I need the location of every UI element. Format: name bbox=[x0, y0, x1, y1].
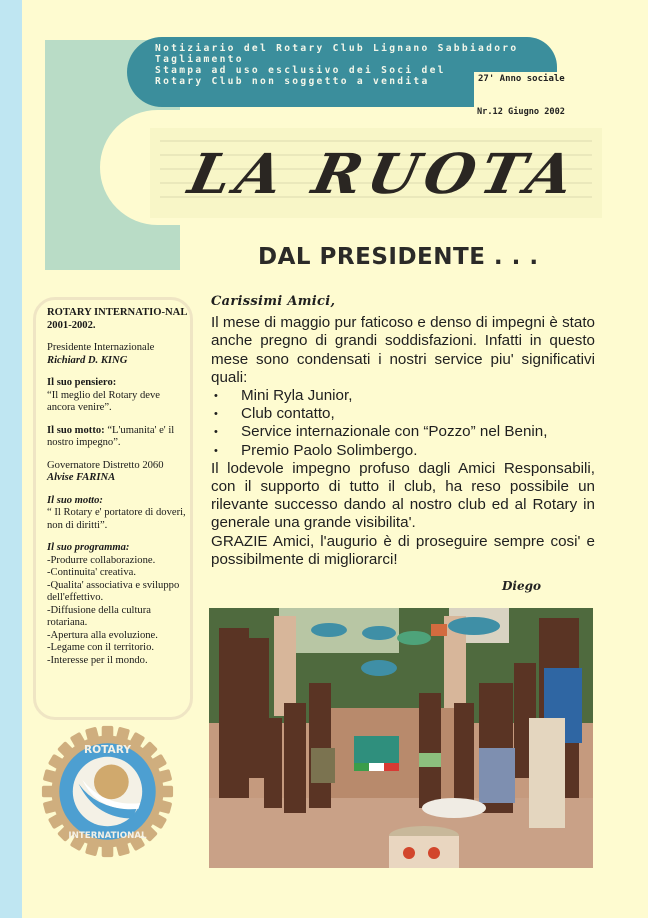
service-item: • Mini Ryla Junior, bbox=[211, 387, 595, 405]
gov-motto-label: Il suo motto: bbox=[47, 494, 103, 506]
thought-block bbox=[47, 377, 187, 415]
service-item: • Service internazionale con “Pozzo” nel Benin, bbox=[211, 423, 595, 441]
president-letter bbox=[211, 293, 595, 569]
masthead-text bbox=[155, 43, 518, 87]
program-item: -Qualita' associativa e sviluppo dell'effettivo. bbox=[47, 579, 180, 603]
program-item: -Apertura alla evoluzione. bbox=[47, 629, 158, 641]
program-item: -Continuita' creativa. bbox=[47, 567, 136, 578]
anno-sociale: 27' Anno sociale bbox=[478, 74, 565, 84]
sidebar-content bbox=[47, 307, 187, 667]
rotary-logo-icon bbox=[40, 724, 175, 859]
service-item: • Premio Paolo Solimbergo. bbox=[211, 442, 595, 460]
governor-block bbox=[47, 460, 187, 485]
president-name: Richiard D. KING bbox=[47, 354, 128, 366]
masthead-line: Tagliamento bbox=[155, 54, 244, 65]
president-block bbox=[47, 342, 187, 367]
masthead-line: Stampa ad uso esclusivo dei Soci del bbox=[155, 65, 446, 76]
program-item: -Interesse per il mondo. bbox=[47, 654, 148, 666]
service-item: • Club contatto, bbox=[211, 405, 595, 423]
program-item: -Diffusione della cultura rotariana. bbox=[47, 604, 151, 628]
section-title: DAL PRESIDENTE . . . bbox=[258, 244, 539, 270]
services-list bbox=[211, 387, 595, 460]
motto-block bbox=[47, 425, 187, 450]
program-label: Il suo programma: bbox=[47, 542, 130, 553]
thought-label: Il suo pensiero: bbox=[47, 377, 117, 388]
letter-body: Il lodevole impegno profuso dagli Amici Responsabili, con il supporto di tutto il club, ha reso possibile un rilevante successo dando al nostro club ed al Rotary in generale una grande visibilita'. bbox=[211, 459, 595, 532]
letter-closing: GRAZIE Amici, l'augurio è di proseguire sempre cosi' e possibilmente di migliorarci! bbox=[211, 532, 595, 568]
motto-text: “L'umanita' e' il nostro impegno”. bbox=[47, 424, 175, 448]
program-item: -Legame con il territorio. bbox=[47, 642, 155, 653]
scan-edge-strip bbox=[0, 0, 22, 918]
motto-label: Il suo motto: bbox=[47, 424, 105, 436]
letter-intro: Il mese di maggio pur faticoso e denso di impegni è stato anche pregno di grandi soddisfazioni. Infatti in questo mese sono condensati i nostri service piu' significativi quali: bbox=[211, 314, 595, 386]
letter-signature: Diego bbox=[502, 579, 541, 593]
sidebar-heading: ROTARY INTERNATIO-NAL 2001-2002. bbox=[47, 307, 187, 331]
program-item: -Produrre collaborazione. bbox=[47, 554, 156, 566]
gov-motto-block bbox=[47, 495, 187, 533]
svg-text:INTERNATIONAL: INTERNATIONAL bbox=[68, 830, 147, 841]
gov-motto-text: “ Il Rotary e' portatore di doveri, non di diritti”. bbox=[47, 507, 186, 531]
program-block bbox=[47, 542, 187, 667]
letter-greeting: Carissimi Amici, bbox=[211, 294, 336, 309]
newsletter-title: LA RUOTA bbox=[183, 141, 586, 207]
well-photo bbox=[209, 608, 593, 868]
masthead-line: Notiziario del Rotary Club Lignano Sabbiadoro bbox=[155, 43, 519, 54]
thought-text: “Il meglio del Rotary deve ancora venire”. bbox=[47, 389, 160, 413]
president-label: Presidente Internazionale bbox=[47, 342, 155, 353]
governor-name: Alvise FARINA bbox=[47, 472, 116, 483]
governor-label: Governatore Distretto 2060 bbox=[47, 459, 164, 471]
issue-number: Nr.12 Giugno 2002 bbox=[477, 107, 565, 117]
svg-text:ROTARY: ROTARY bbox=[83, 743, 132, 756]
masthead-line: Rotary Club non soggetto a vendita bbox=[155, 76, 430, 87]
